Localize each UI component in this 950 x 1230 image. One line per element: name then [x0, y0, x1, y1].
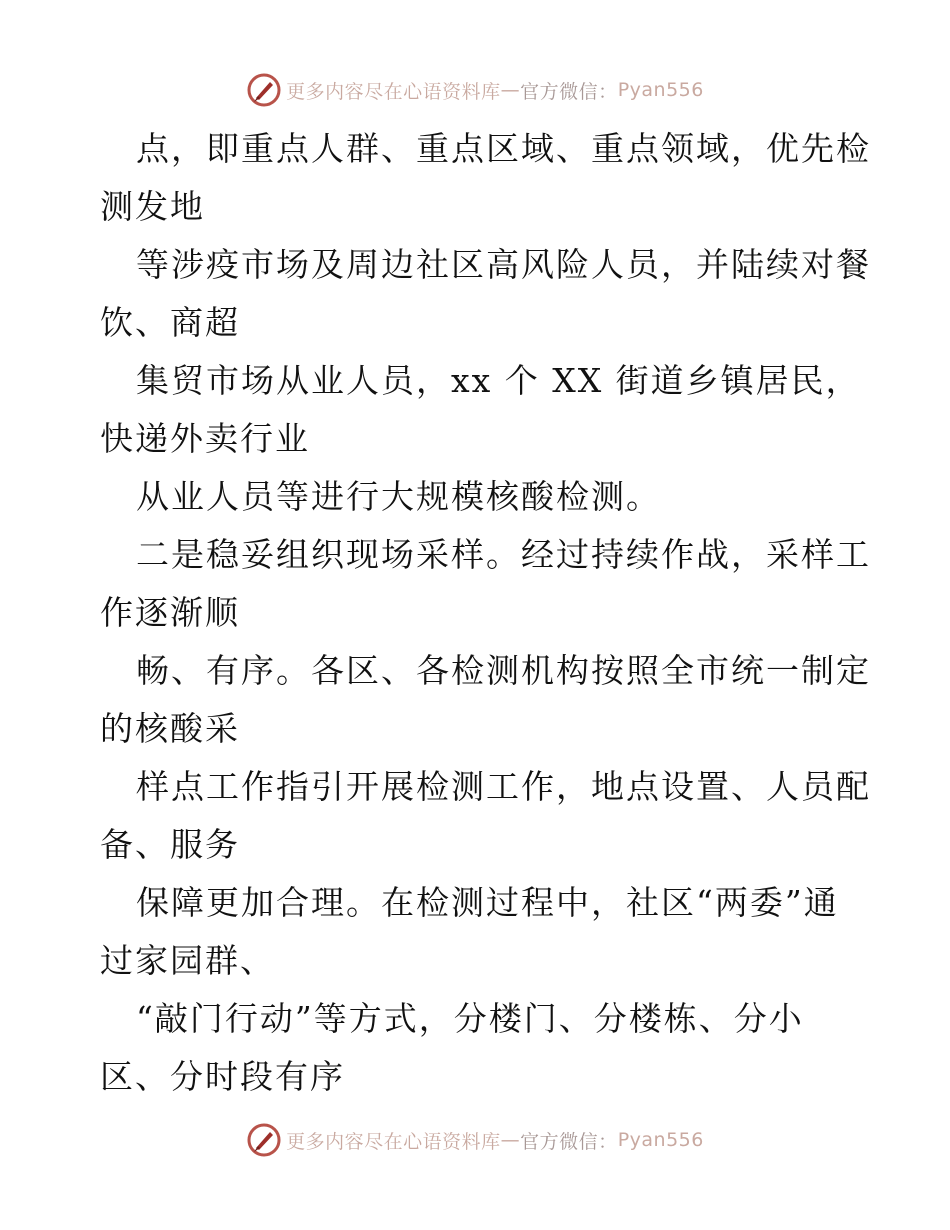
text-line: 从业人员等进行大规模核酸检测。 — [136, 477, 661, 516]
quill-pen-logo-icon — [246, 72, 282, 108]
watermark-wechat-label: 官方微信： — [520, 1130, 618, 1153]
watermark-wechat-id: Pyan556 — [617, 79, 704, 101]
text-line: 畅、有序。各区、各检测机构按照全市统一制定 — [136, 651, 871, 690]
watermark-wechat-label: 官方微信： — [520, 80, 618, 103]
text-line: 区、分时段有序 — [100, 1057, 345, 1096]
text-line: 等涉疫市场及周边社区高风险人员，并陆续对餐 — [136, 245, 871, 284]
text-line: 二是稳妥组织现场采样。经过持续作战，采样工 — [136, 535, 871, 574]
watermark-dash: — — [500, 1129, 521, 1151]
text-line: 快递外卖行业 — [100, 419, 310, 458]
text-line: 备、服务 — [100, 825, 240, 864]
watermark-dash: — — [500, 79, 521, 101]
watermark-site-name: 更多内容尽在心语资料库 — [286, 80, 501, 103]
text-line: 样点工作指引开展检测工作，地点设置、人员配 — [136, 767, 871, 806]
footer-watermark — [0, 1120, 950, 1160]
text-line: 作逐渐顺 — [100, 593, 240, 632]
text-line: 集贸市场从业人员，xx 个 XX 街道乡镇居民， — [136, 361, 861, 400]
quill-pen-logo-icon — [246, 1122, 282, 1158]
document-body — [100, 120, 871, 1106]
text-line: 点，即重点人群、重点区域、重点领域，优先检 — [136, 129, 871, 168]
text-line: “敲门行动”等方式，分楼门、分楼栋、分小 — [136, 999, 804, 1038]
text-line: 过家园群、 — [100, 941, 275, 980]
text-line: 饮、商超 — [100, 303, 240, 342]
text-line: 保障更加合理。在检测过程中，社区“两委”通 — [136, 883, 839, 922]
watermark-site-name: 更多内容尽在心语资料库 — [286, 1130, 501, 1153]
watermark-wechat-id: Pyan556 — [617, 1129, 704, 1151]
text-line: 测发地 — [100, 187, 205, 226]
header-watermark — [0, 70, 950, 110]
text-line: 的核酸采 — [100, 709, 240, 748]
